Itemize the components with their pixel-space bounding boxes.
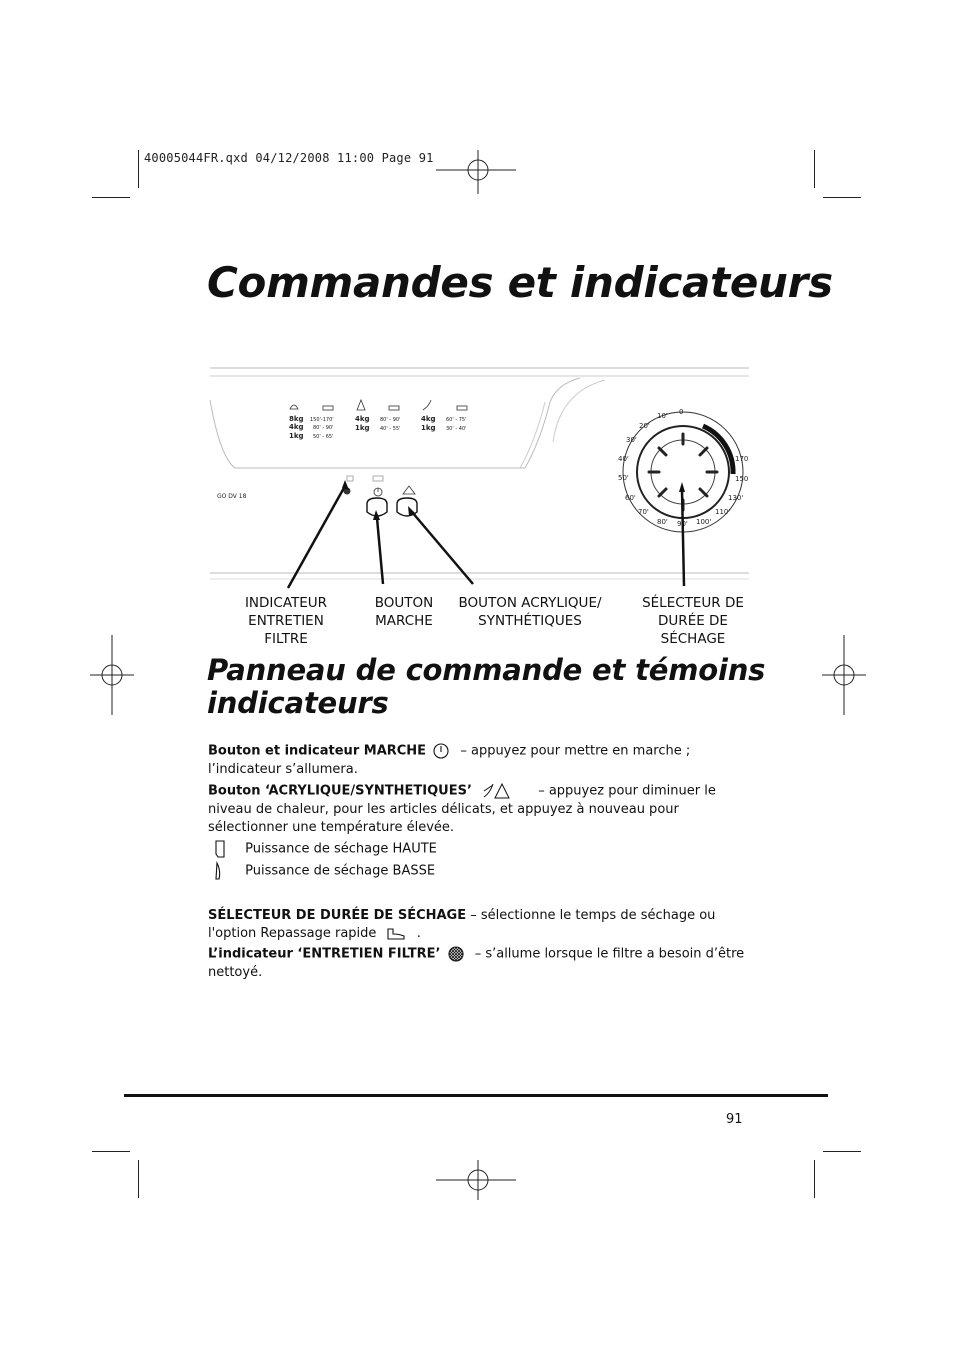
dial-label: 10' bbox=[657, 412, 668, 420]
legend-text: Puissance de séchage BASSE bbox=[245, 863, 436, 879]
legend-low bbox=[213, 861, 435, 881]
paragraph-bold: Bouton ‘ACRYLIQUE/SYNTHETIQUES’ bbox=[208, 783, 472, 799]
dial-label: 170 bbox=[735, 455, 749, 463]
paragraph-text: – sélectionne le temps de séchage ou l'option Repassage rapide bbox=[208, 908, 716, 941]
load-weight: 4kg bbox=[289, 423, 304, 431]
page-title: Commandes et indicateurs bbox=[207, 258, 833, 307]
load-time: 30' - 40' bbox=[446, 426, 467, 432]
print-slug: 40005044FR.qxd 04/12/2008 11:00 Page 91 bbox=[144, 151, 434, 165]
acrylic-synthetic-icon bbox=[482, 781, 510, 801]
dial-label: 150 bbox=[735, 475, 749, 483]
dial-label: 30' bbox=[626, 436, 637, 444]
crop-mark bbox=[138, 1160, 139, 1198]
indicator-led bbox=[347, 476, 353, 481]
callout-acrylic-button: BOUTON ACRYLIQUE/ SYNTHÉTIQUES bbox=[458, 595, 602, 629]
load-weight: 1kg bbox=[289, 432, 304, 440]
dial-label: 110' bbox=[715, 508, 731, 516]
callout-filter-indicator: INDICATEUR ENTRETIEN FILTRE bbox=[244, 595, 328, 647]
high-power-icon bbox=[213, 839, 227, 859]
load-group-acrylic bbox=[421, 400, 467, 432]
paragraph-selector bbox=[208, 907, 748, 943]
registration-mark-icon bbox=[822, 635, 866, 715]
control-panel-diagram bbox=[205, 362, 751, 592]
paragraph-text: – appuyez pour diminuer le niveau de chaleur, pour les articles délicats, et appuyez à nouveau pour sélectionner une température élevée. bbox=[208, 783, 716, 835]
callout-drying-selector: SÉLECTEUR DE DURÉE DE SÉCHAGE bbox=[642, 595, 744, 647]
quick-iron-icon bbox=[385, 926, 407, 942]
dial-label: 100' bbox=[696, 518, 712, 526]
registration-mark-icon bbox=[436, 150, 516, 194]
dial-label: 0 bbox=[679, 408, 684, 416]
paragraph-bold: Bouton et indicateur MARCHE bbox=[208, 743, 427, 759]
paragraph-bold: L’indicateur ‘ENTRETIEN FILTRE’ bbox=[208, 946, 441, 962]
legend-high bbox=[213, 839, 437, 859]
registration-mark-icon bbox=[90, 635, 134, 715]
crop-mark bbox=[92, 197, 130, 198]
filter-icon bbox=[447, 945, 465, 963]
section-title: Panneau de commande et témoins indicateurs bbox=[207, 653, 766, 720]
load-time: 150'-170' bbox=[310, 417, 334, 423]
load-time: 60' - 75' bbox=[446, 417, 467, 423]
load-group-synthetic bbox=[355, 400, 400, 432]
dial-label: 80' bbox=[657, 518, 668, 526]
callout-power-button: BOUTON MARCHE bbox=[374, 595, 434, 629]
load-weight: 8kg bbox=[289, 415, 304, 423]
registration-mark-icon bbox=[436, 1160, 516, 1200]
dial-label: 40' bbox=[618, 455, 629, 463]
load-weight: 4kg bbox=[421, 415, 436, 423]
load-weight: 1kg bbox=[421, 424, 436, 432]
crop-mark bbox=[823, 197, 861, 198]
load-time: 80' - 90' bbox=[380, 417, 401, 423]
load-time: 50' - 65' bbox=[313, 434, 334, 440]
dial-label: 50' bbox=[618, 474, 629, 482]
crop-mark bbox=[138, 150, 139, 188]
footer-rule bbox=[124, 1094, 828, 1097]
model-code: GO DV 18 bbox=[217, 493, 247, 500]
paragraph-acrylic bbox=[208, 781, 748, 837]
low-power-icon bbox=[213, 861, 227, 881]
legend-text: Puissance de séchage HAUTE bbox=[245, 841, 437, 857]
dial-label: 20' bbox=[639, 422, 650, 430]
power-icon bbox=[432, 742, 450, 760]
load-weight: 1kg bbox=[355, 424, 370, 432]
paragraph-power bbox=[208, 742, 748, 779]
indicator-led bbox=[373, 476, 383, 481]
crop-mark bbox=[814, 150, 815, 188]
load-weight: 4kg bbox=[355, 415, 370, 423]
load-group-cotton bbox=[289, 405, 334, 440]
load-time: 40' - 55' bbox=[380, 426, 401, 432]
crop-mark bbox=[92, 1151, 130, 1152]
paragraph-text: – appuyez pour mettre en marche ; l’indicateur s’allumera. bbox=[208, 743, 691, 777]
crop-mark bbox=[823, 1151, 861, 1152]
paragraph-text: – s’allume lorsque le filtre a besoin d’être nettoyé. bbox=[208, 946, 745, 980]
crop-mark bbox=[814, 1160, 815, 1198]
page-number: 91 bbox=[726, 1112, 743, 1127]
dial-label: 90' bbox=[677, 520, 688, 528]
dial-label: 60' bbox=[625, 494, 636, 502]
dial-label: 70' bbox=[638, 508, 649, 516]
paragraph-end: . bbox=[416, 926, 421, 941]
load-time: 80' - 90' bbox=[313, 425, 334, 431]
dial-label: 130' bbox=[728, 494, 744, 502]
paragraph-bold: SÉLECTEUR DE DURÉE DE SÉCHAGE bbox=[208, 908, 467, 923]
paragraph-filter bbox=[208, 945, 748, 982]
